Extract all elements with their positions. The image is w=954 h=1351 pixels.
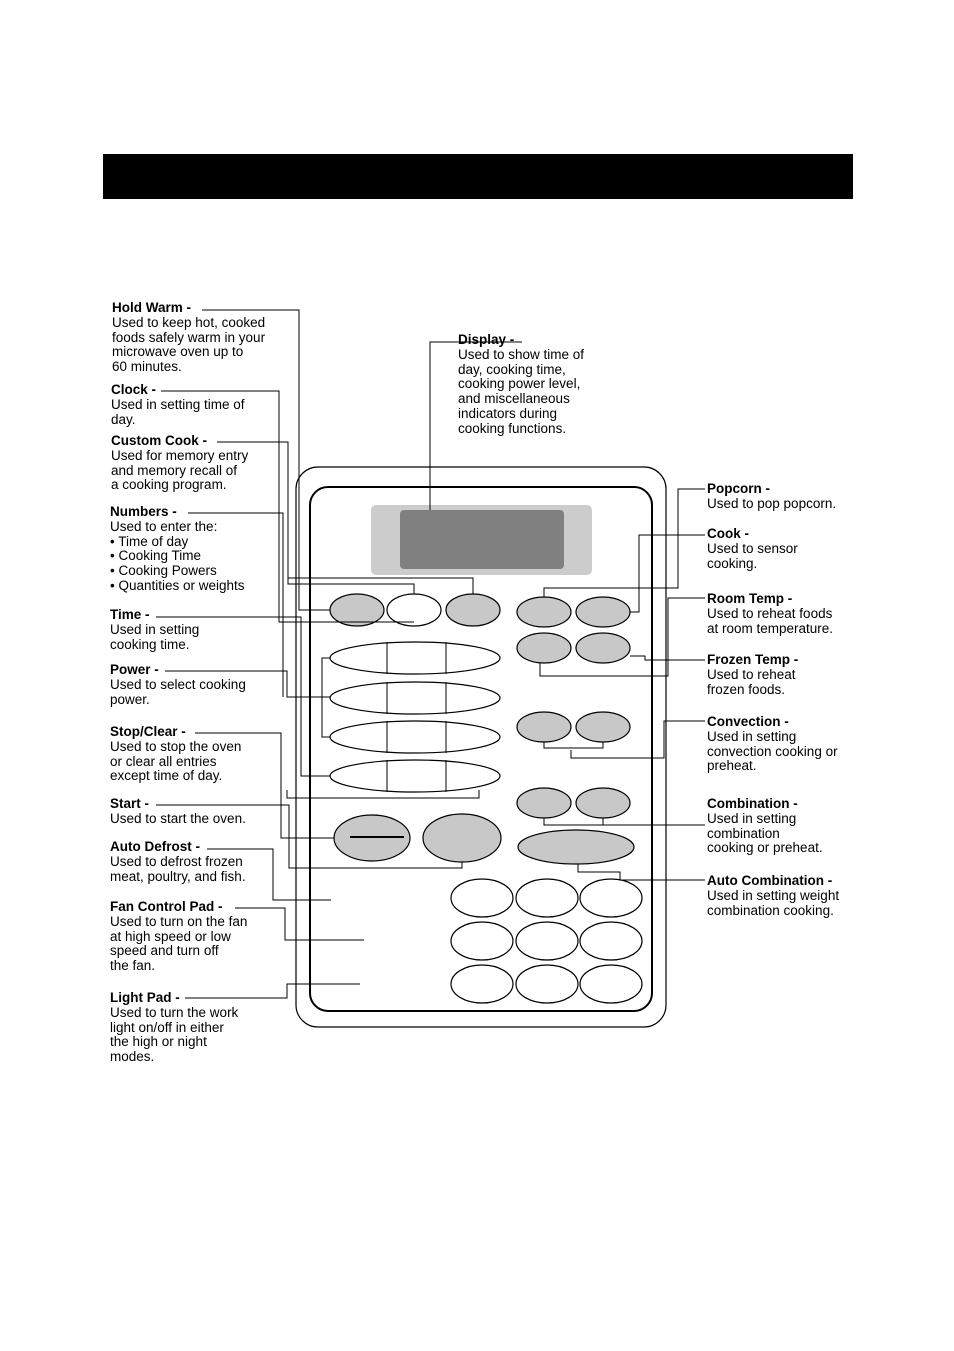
convection-pad-2[interactable] bbox=[576, 712, 630, 742]
label-title: Frozen Temp - bbox=[707, 652, 799, 667]
label-title: Cook - bbox=[707, 526, 749, 541]
leader-convection-bracket bbox=[544, 742, 603, 748]
label-title: Start - bbox=[110, 796, 150, 811]
label-desc: Used to reheat foods at room temperature. bbox=[707, 605, 834, 636]
label-desc: Used to turn the work light on/off in either the high or night modes. bbox=[110, 1004, 239, 1065]
label-light-pad bbox=[110, 991, 238, 1065]
leader-auto-combination bbox=[578, 864, 705, 880]
label-fan-control bbox=[110, 900, 247, 974]
label-title: Clock - bbox=[111, 382, 157, 397]
number-pad-8[interactable] bbox=[516, 965, 578, 1003]
label-desc: Used to enter the: • Time of day • Cooking Time • Cooking Powers • Quantities or weights bbox=[110, 518, 245, 593]
combination-pad-1[interactable] bbox=[517, 788, 571, 818]
leader-combination bbox=[544, 818, 705, 825]
display-screen bbox=[400, 510, 564, 569]
label-title: Display - bbox=[458, 332, 515, 347]
label-frozen-temp bbox=[707, 653, 798, 697]
leader-fan-control bbox=[235, 908, 364, 940]
label-convection bbox=[707, 715, 838, 774]
long-pad-row-4[interactable] bbox=[330, 760, 500, 792]
number-pad-3[interactable] bbox=[580, 879, 642, 917]
label-desc: Used in setting convection cooking or preheat. bbox=[707, 728, 838, 774]
number-pad-4[interactable] bbox=[451, 922, 513, 960]
label-power bbox=[110, 663, 246, 707]
auto-combination-pad[interactable] bbox=[518, 830, 634, 864]
long-pad-row-1[interactable] bbox=[330, 642, 500, 674]
number-pad-5[interactable] bbox=[516, 922, 578, 960]
label-start bbox=[110, 797, 246, 827]
label-title: Auto Combination - bbox=[707, 873, 833, 888]
long-pad-row-3[interactable] bbox=[330, 721, 500, 753]
label-desc: Used in setting cooking time. bbox=[110, 621, 200, 652]
cook-pad[interactable] bbox=[576, 597, 630, 627]
long-pad-row-2[interactable] bbox=[330, 682, 500, 714]
frozen-temp-pad[interactable] bbox=[576, 633, 630, 663]
label-desc: Used to pop popcorn. bbox=[707, 495, 837, 511]
hold-warm-pad[interactable] bbox=[330, 594, 384, 626]
label-desc: Used to turn on the fan at high speed or low speed and turn off the fan. bbox=[110, 913, 248, 974]
label-title: Room Temp - bbox=[707, 591, 793, 606]
label-title: Custom Cook - bbox=[111, 433, 207, 448]
label-desc: Used in setting combination cooking or preheat. bbox=[707, 810, 823, 856]
label-cook bbox=[707, 527, 798, 571]
label-custom-cook bbox=[111, 434, 248, 493]
custom-cook-pad[interactable] bbox=[446, 594, 500, 626]
label-desc: Used to stop the oven or clear all entries except time of day. bbox=[110, 738, 242, 784]
number-pad-2[interactable] bbox=[516, 879, 578, 917]
label-title: Light Pad - bbox=[110, 990, 180, 1005]
number-pad-1[interactable] bbox=[451, 879, 513, 917]
label-hold-warm bbox=[112, 301, 265, 375]
label-popcorn bbox=[707, 482, 836, 512]
number-pad-6[interactable] bbox=[580, 922, 642, 960]
popcorn-pad[interactable] bbox=[517, 597, 571, 627]
label-desc: Used to sensor cooking. bbox=[707, 540, 798, 571]
label-clock bbox=[111, 383, 245, 427]
label-title: Auto Defrost - bbox=[110, 839, 200, 854]
label-title: Popcorn - bbox=[707, 481, 770, 496]
label-desc: Used to defrost frozen meat, poultry, and fish. bbox=[110, 853, 246, 884]
label-numbers bbox=[110, 505, 245, 594]
label-time bbox=[110, 608, 199, 652]
label-title: Numbers - bbox=[110, 504, 177, 519]
label-title: Fan Control Pad - bbox=[110, 899, 223, 914]
number-pad-9[interactable] bbox=[580, 965, 642, 1003]
label-display bbox=[458, 333, 584, 437]
label-desc: Used in setting weight combination cooking. bbox=[707, 887, 840, 918]
label-title: Convection - bbox=[707, 714, 789, 729]
label-desc: Used to keep hot, cooked foods safely warm in your microwave oven up to 60 minutes. bbox=[112, 314, 266, 375]
label-room-temp bbox=[707, 592, 833, 636]
label-desc: Used to select cooking power. bbox=[110, 676, 246, 707]
start-pad[interactable] bbox=[423, 814, 501, 862]
number-pad-7[interactable] bbox=[451, 965, 513, 1003]
combination-pad-2[interactable] bbox=[576, 788, 630, 818]
label-title: Power - bbox=[110, 662, 159, 677]
clock-pad[interactable] bbox=[387, 594, 441, 626]
room-temp-pad[interactable] bbox=[517, 633, 571, 663]
label-desc: Used to start the oven. bbox=[110, 810, 246, 826]
label-stop-clear bbox=[110, 725, 241, 784]
label-title: Stop/Clear - bbox=[110, 724, 186, 739]
convection-pad-1[interactable] bbox=[517, 712, 571, 742]
label-title: Combination - bbox=[707, 796, 798, 811]
label-desc: Used in setting time of day. bbox=[111, 396, 245, 427]
label-desc: Used to reheat frozen foods. bbox=[707, 666, 796, 697]
leader-custom-cook-b bbox=[288, 578, 473, 594]
label-auto-defrost bbox=[110, 840, 246, 884]
label-combination bbox=[707, 797, 823, 856]
label-auto-combination bbox=[707, 874, 839, 918]
label-desc: Used for memory entry and memory recall of a cooking program. bbox=[111, 447, 249, 493]
label-desc: Used to show time of day, cooking time, cooking power level, and miscellaneous indicators during cooking functions. bbox=[458, 346, 585, 436]
label-title: Time - bbox=[110, 607, 150, 622]
label-title: Hold Warm - bbox=[112, 300, 191, 315]
